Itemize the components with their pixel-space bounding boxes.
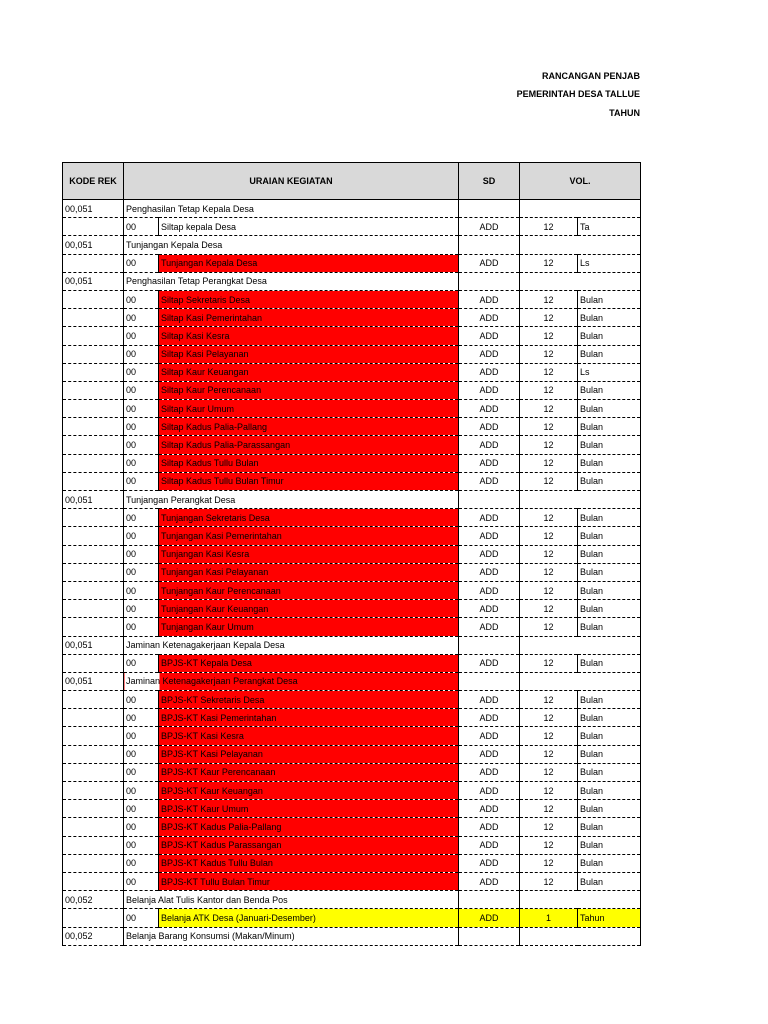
vol-unit-cell: Bulan bbox=[578, 800, 641, 818]
vol-number-cell: 12 bbox=[520, 309, 578, 327]
kode-rek-cell bbox=[63, 691, 124, 709]
vol-unit-cell: Bulan bbox=[578, 709, 641, 727]
section-row bbox=[63, 272, 641, 290]
table-header-row bbox=[63, 163, 641, 200]
kode-rek-cell bbox=[63, 472, 124, 490]
vol-number-cell: 12 bbox=[520, 709, 578, 727]
kode-rek-cell bbox=[63, 727, 124, 745]
kode-rek-cell bbox=[63, 290, 124, 308]
item-row bbox=[63, 345, 641, 363]
item-label-cell: BPJS-KT Kasi Pelayanan bbox=[159, 745, 459, 763]
item-row bbox=[63, 381, 641, 399]
vol-unit-cell: Bulan bbox=[578, 600, 641, 618]
vol-unit-cell: Bulan bbox=[578, 654, 641, 672]
item-row bbox=[63, 581, 641, 599]
sub-code-cell: 00 bbox=[124, 254, 159, 272]
kode-rek-cell bbox=[63, 782, 124, 800]
kode-rek-cell bbox=[63, 527, 124, 545]
item-row bbox=[63, 745, 641, 763]
item-label-cell: BPJS-KT Kaur Keuangan bbox=[159, 782, 459, 800]
vol-number-cell: 12 bbox=[520, 818, 578, 836]
sd-cell: ADD bbox=[459, 563, 520, 581]
item-label-cell: BPJS-KT Sekretaris Desa bbox=[159, 691, 459, 709]
item-label-cell: Siltap Kadus Palia-Pallang bbox=[159, 418, 459, 436]
section-label-cell bbox=[124, 236, 459, 254]
vol-unit-cell: Bulan bbox=[578, 381, 641, 399]
vol-number-cell: 12 bbox=[520, 654, 578, 672]
item-label-cell: BPJS-KT Kadus Palia-Pallang bbox=[159, 818, 459, 836]
vol-unit-cell: Bulan bbox=[578, 836, 641, 854]
vol-number-cell: 12 bbox=[520, 763, 578, 781]
sd-cell: ADD bbox=[459, 654, 520, 672]
section-label: Belanja Barang Konsumsi (Makan/Minum) bbox=[126, 931, 295, 942]
sub-code-cell: 00 bbox=[124, 854, 159, 872]
item-row bbox=[63, 872, 641, 890]
sub-code-cell: 00 bbox=[124, 527, 159, 545]
vol-unit-cell: Bulan bbox=[578, 327, 641, 345]
item-label-cell: Siltap Kasi Kesra bbox=[159, 327, 459, 345]
vol-number-cell: 12 bbox=[520, 345, 578, 363]
item-row bbox=[63, 763, 641, 781]
vol-number-cell: 12 bbox=[520, 327, 578, 345]
vol-unit-cell: Bulan bbox=[578, 309, 641, 327]
sub-code-cell: 00 bbox=[124, 381, 159, 399]
vol-number-cell: 12 bbox=[520, 854, 578, 872]
sd-cell bbox=[459, 272, 520, 290]
sub-code-cell: 00 bbox=[124, 909, 159, 927]
item-row bbox=[63, 254, 641, 272]
kode-rek-cell bbox=[63, 618, 124, 636]
sub-code-cell: 00 bbox=[124, 309, 159, 327]
item-row bbox=[63, 600, 641, 618]
vol-cell bbox=[520, 891, 641, 909]
item-row bbox=[63, 218, 641, 236]
sd-cell bbox=[459, 927, 520, 945]
vol-number-cell: 12 bbox=[520, 836, 578, 854]
sd-cell: ADD bbox=[459, 618, 520, 636]
sub-code-cell: 00 bbox=[124, 472, 159, 490]
kode-rek-cell bbox=[63, 327, 124, 345]
sd-cell: ADD bbox=[459, 691, 520, 709]
item-row bbox=[63, 545, 641, 563]
col-header-sd: SD bbox=[459, 163, 520, 200]
sub-code-cell: 00 bbox=[124, 600, 159, 618]
vol-cell bbox=[520, 491, 641, 509]
sd-cell bbox=[459, 636, 520, 654]
vol-unit-cell: Bulan bbox=[578, 509, 641, 527]
item-label-cell: Siltap Kasi Pelayanan bbox=[159, 345, 459, 363]
vol-number-cell: 12 bbox=[520, 363, 578, 381]
section-label: Jaminan Ketenagakerjaan Perangkat Desa bbox=[126, 676, 298, 687]
sub-code-cell: 00 bbox=[124, 563, 159, 581]
vol-number-cell: 1 bbox=[520, 909, 578, 927]
item-label-cell: BPJS-KT Kadus Tullu Bulan bbox=[159, 854, 459, 872]
sd-cell: ADD bbox=[459, 545, 520, 563]
kode-rek-cell bbox=[63, 400, 124, 418]
vol-number-cell: 12 bbox=[520, 745, 578, 763]
sub-code-cell: 00 bbox=[124, 691, 159, 709]
kode-rek-cell bbox=[63, 381, 124, 399]
item-row bbox=[63, 290, 641, 308]
kode-rek-cell bbox=[63, 509, 124, 527]
vol-unit-cell: Bulan bbox=[578, 854, 641, 872]
vol-number-cell: 12 bbox=[520, 254, 578, 272]
item-label-cell: Tunjangan Kasi Pelayanan bbox=[159, 563, 459, 581]
sd-cell: ADD bbox=[459, 290, 520, 308]
item-label-cell: Tunjangan Kepala Desa bbox=[159, 254, 459, 272]
vol-number-cell: 12 bbox=[520, 691, 578, 709]
vol-cell bbox=[520, 672, 641, 690]
section-label: Tunjangan Perangkat Desa bbox=[126, 494, 236, 505]
item-label-cell: Tunjangan Sekretaris Desa bbox=[159, 509, 459, 527]
kode-rek-cell bbox=[63, 363, 124, 381]
report-title: RANCANGAN PENJAB bbox=[541, 71, 640, 81]
section-label-cell bbox=[124, 491, 459, 509]
kode-rek-cell bbox=[63, 654, 124, 672]
kode-rek-cell: 00,051 bbox=[63, 491, 124, 509]
kode-rek-cell bbox=[63, 254, 124, 272]
item-row bbox=[63, 909, 641, 927]
item-label-cell: BPJS-KT Kaur Perencanaan bbox=[159, 763, 459, 781]
item-row bbox=[63, 309, 641, 327]
vol-unit-cell: Bulan bbox=[578, 454, 641, 472]
section-row bbox=[63, 672, 641, 690]
item-label-cell: Siltap Kaur Perencanaan bbox=[159, 381, 459, 399]
item-row bbox=[63, 691, 641, 709]
sd-cell: ADD bbox=[459, 745, 520, 763]
vol-number-cell: 12 bbox=[520, 782, 578, 800]
sd-cell bbox=[459, 891, 520, 909]
sd-cell: ADD bbox=[459, 345, 520, 363]
section-row bbox=[63, 927, 641, 945]
item-row bbox=[63, 854, 641, 872]
item-label-cell: Siltap Kaur Keuangan bbox=[159, 363, 459, 381]
vol-cell bbox=[520, 272, 641, 290]
sd-cell: ADD bbox=[459, 218, 520, 236]
section-label-cell bbox=[124, 927, 459, 945]
sub-code-cell: 00 bbox=[124, 363, 159, 381]
item-label-cell: Tunjangan Kasi Pemerintahan bbox=[159, 527, 459, 545]
item-label-cell: BPJS-KT Kasi Kesra bbox=[159, 727, 459, 745]
sub-code-cell: 00 bbox=[124, 327, 159, 345]
item-row bbox=[63, 400, 641, 418]
item-label-cell: Tunjangan Kasi Kesra bbox=[159, 545, 459, 563]
kode-rek-cell: 00,052 bbox=[63, 927, 124, 945]
section-label: Penghasilan Tetap Kepala Desa bbox=[126, 203, 254, 214]
kode-rek-cell: 00,051 bbox=[63, 272, 124, 290]
sd-cell: ADD bbox=[459, 327, 520, 345]
kode-rek-cell bbox=[63, 854, 124, 872]
sub-code-cell: 00 bbox=[124, 400, 159, 418]
section-label: Tunjangan Kepala Desa bbox=[126, 239, 223, 250]
vol-number-cell: 12 bbox=[520, 527, 578, 545]
kode-rek-cell bbox=[63, 709, 124, 727]
vol-cell bbox=[520, 927, 641, 945]
item-label-cell: Belanja ATK Desa (Januari-Desember) bbox=[159, 909, 459, 927]
item-row bbox=[63, 618, 641, 636]
kode-rek-cell bbox=[63, 818, 124, 836]
sub-code-cell: 00 bbox=[124, 654, 159, 672]
section-label-cell bbox=[124, 891, 459, 909]
item-label-cell: Siltap Kaur Umum bbox=[159, 400, 459, 418]
sd-cell: ADD bbox=[459, 763, 520, 781]
kode-rek-cell bbox=[63, 563, 124, 581]
kode-rek-cell bbox=[63, 309, 124, 327]
vol-number-cell: 12 bbox=[520, 381, 578, 399]
section-label: Penghasilan Tetap Perangkat Desa bbox=[126, 276, 267, 287]
item-row bbox=[63, 327, 641, 345]
vol-unit-cell: Bulan bbox=[578, 527, 641, 545]
sub-code-cell: 00 bbox=[124, 418, 159, 436]
vol-cell bbox=[520, 200, 641, 218]
section-row bbox=[63, 636, 641, 654]
vol-unit-cell: Bulan bbox=[578, 618, 641, 636]
sd-cell: ADD bbox=[459, 600, 520, 618]
item-label-cell: Siltap Kadus Tullu Bulan Timur bbox=[159, 472, 459, 490]
vol-unit-cell: Bulan bbox=[578, 345, 641, 363]
item-label-cell: Tunjangan Kaur Perencanaan bbox=[159, 581, 459, 599]
kode-rek-cell bbox=[63, 418, 124, 436]
vol-number-cell: 12 bbox=[520, 454, 578, 472]
sd-cell: ADD bbox=[459, 800, 520, 818]
vol-number-cell: 12 bbox=[520, 600, 578, 618]
item-row bbox=[63, 436, 641, 454]
sd-cell bbox=[459, 200, 520, 218]
vol-unit-cell: Bulan bbox=[578, 563, 641, 581]
report-year-label: TAHUN bbox=[609, 108, 640, 118]
vol-number-cell: 12 bbox=[520, 872, 578, 890]
section-label: Jaminan Ketenagakerjaan Kepala Desa bbox=[126, 640, 285, 651]
vol-unit-cell: Bulan bbox=[578, 763, 641, 781]
sd-cell bbox=[459, 672, 520, 690]
item-row bbox=[63, 800, 641, 818]
sd-cell: ADD bbox=[459, 418, 520, 436]
item-label-cell: Siltap kepala Desa bbox=[159, 218, 459, 236]
vol-unit-cell: Bulan bbox=[578, 418, 641, 436]
sd-cell: ADD bbox=[459, 854, 520, 872]
kode-rek-cell bbox=[63, 345, 124, 363]
sd-cell: ADD bbox=[459, 363, 520, 381]
section-row bbox=[63, 491, 641, 509]
section-row bbox=[63, 200, 641, 218]
sd-cell: ADD bbox=[459, 782, 520, 800]
kode-rek-cell bbox=[63, 436, 124, 454]
vol-unit-cell: Bulan bbox=[578, 581, 641, 599]
item-label-cell: BPJS-KT Kepala Desa bbox=[159, 654, 459, 672]
report-subtitle: PEMERINTAH DESA TALLUE bbox=[516, 89, 640, 99]
item-label-cell: BPJS-KT Kadus Parassangan bbox=[159, 836, 459, 854]
item-row bbox=[63, 563, 641, 581]
vol-cell bbox=[520, 236, 641, 254]
table-body bbox=[63, 200, 641, 946]
vol-number-cell: 12 bbox=[520, 563, 578, 581]
vol-unit-cell: Ls bbox=[578, 363, 641, 381]
sd-cell: ADD bbox=[459, 381, 520, 399]
item-label-cell: BPJS-KT Tullu Bulan Timur bbox=[159, 872, 459, 890]
sd-cell: ADD bbox=[459, 581, 520, 599]
sub-code-cell: 00 bbox=[124, 763, 159, 781]
sub-code-cell: 00 bbox=[124, 800, 159, 818]
section-label-cell bbox=[124, 272, 459, 290]
sub-code-cell: 00 bbox=[124, 454, 159, 472]
sub-code-cell: 00 bbox=[124, 727, 159, 745]
sub-code-cell: 00 bbox=[124, 709, 159, 727]
vol-unit-cell: Bulan bbox=[578, 727, 641, 745]
vol-unit-cell: Ls bbox=[578, 254, 641, 272]
vol-number-cell: 12 bbox=[520, 218, 578, 236]
section-label-cell bbox=[124, 200, 459, 218]
kode-rek-cell: 00,051 bbox=[63, 236, 124, 254]
vol-number-cell: 12 bbox=[520, 618, 578, 636]
vol-unit-cell: Ta bbox=[578, 218, 641, 236]
item-row bbox=[63, 836, 641, 854]
sd-cell: ADD bbox=[459, 454, 520, 472]
kode-rek-cell bbox=[63, 218, 124, 236]
sub-code-cell: 00 bbox=[124, 509, 159, 527]
kode-rek-cell bbox=[63, 454, 124, 472]
item-row bbox=[63, 509, 641, 527]
vol-cell bbox=[520, 636, 641, 654]
vol-number-cell: 12 bbox=[520, 418, 578, 436]
item-label-cell: BPJS-KT Kasi Pemerintahan bbox=[159, 709, 459, 727]
vol-number-cell: 12 bbox=[520, 290, 578, 308]
sd-cell: ADD bbox=[459, 872, 520, 890]
col-header-kode: KODE REK bbox=[63, 163, 124, 200]
sd-cell: ADD bbox=[459, 727, 520, 745]
item-row bbox=[63, 418, 641, 436]
kode-rek-cell bbox=[63, 763, 124, 781]
col-header-uraian: URAIAN KEGIATAN bbox=[124, 163, 459, 200]
sub-code-cell: 00 bbox=[124, 872, 159, 890]
sub-code-cell: 00 bbox=[124, 818, 159, 836]
item-label-cell: BPJS-KT Kaur Umum bbox=[159, 800, 459, 818]
col-header-vol: VOL. bbox=[520, 163, 641, 200]
kode-rek-cell: 00,051 bbox=[63, 200, 124, 218]
item-label-cell: Siltap Kadus Palia-Parassangan bbox=[159, 436, 459, 454]
kode-rek-cell bbox=[63, 909, 124, 927]
vol-unit-cell: Bulan bbox=[578, 782, 641, 800]
sub-code-cell: 00 bbox=[124, 836, 159, 854]
sd-cell: ADD bbox=[459, 818, 520, 836]
vol-unit-cell: Bulan bbox=[578, 400, 641, 418]
item-row bbox=[63, 818, 641, 836]
sd-cell: ADD bbox=[459, 436, 520, 454]
sd-cell: ADD bbox=[459, 254, 520, 272]
vol-unit-cell: Bulan bbox=[578, 691, 641, 709]
vol-number-cell: 12 bbox=[520, 800, 578, 818]
sd-cell bbox=[459, 491, 520, 509]
vol-unit-cell: Bulan bbox=[578, 545, 641, 563]
kode-rek-cell: 00,051 bbox=[63, 672, 124, 690]
kode-rek-cell: 00,051 bbox=[63, 636, 124, 654]
vol-number-cell: 12 bbox=[520, 436, 578, 454]
sub-code-cell: 00 bbox=[124, 218, 159, 236]
vol-unit-cell: Bulan bbox=[578, 436, 641, 454]
sd-cell: ADD bbox=[459, 909, 520, 927]
sd-cell: ADD bbox=[459, 709, 520, 727]
item-row bbox=[63, 654, 641, 672]
vol-unit-cell: Bulan bbox=[578, 745, 641, 763]
vol-unit-cell: Bulan bbox=[578, 472, 641, 490]
budget-table bbox=[62, 162, 641, 946]
sub-code-cell: 00 bbox=[124, 436, 159, 454]
vol-number-cell: 12 bbox=[520, 727, 578, 745]
item-label-cell: Siltap Kasi Pemerintahan bbox=[159, 309, 459, 327]
item-row bbox=[63, 782, 641, 800]
kode-rek-cell bbox=[63, 545, 124, 563]
vol-unit-cell: Tahun bbox=[578, 909, 641, 927]
vol-number-cell: 12 bbox=[520, 400, 578, 418]
kode-rek-cell bbox=[63, 800, 124, 818]
section-label-cell bbox=[124, 636, 459, 654]
kode-rek-cell bbox=[63, 872, 124, 890]
vol-unit-cell: Bulan bbox=[578, 290, 641, 308]
section-label-cell bbox=[124, 672, 459, 690]
kode-rek-cell bbox=[63, 600, 124, 618]
vol-number-cell: 12 bbox=[520, 545, 578, 563]
item-label-cell: Siltap Kadus Tullu Bulan bbox=[159, 454, 459, 472]
sd-cell: ADD bbox=[459, 472, 520, 490]
vol-unit-cell: Bulan bbox=[578, 818, 641, 836]
item-row bbox=[63, 454, 641, 472]
sd-cell: ADD bbox=[459, 509, 520, 527]
sub-code-cell: 00 bbox=[124, 581, 159, 599]
vol-unit-cell: Bulan bbox=[578, 872, 641, 890]
kode-rek-cell bbox=[63, 745, 124, 763]
vol-number-cell: 12 bbox=[520, 509, 578, 527]
sub-code-cell: 00 bbox=[124, 618, 159, 636]
sub-code-cell: 00 bbox=[124, 545, 159, 563]
sd-cell: ADD bbox=[459, 309, 520, 327]
item-row bbox=[63, 363, 641, 381]
sd-cell: ADD bbox=[459, 527, 520, 545]
sd-cell: ADD bbox=[459, 836, 520, 854]
section-row bbox=[63, 236, 641, 254]
item-row bbox=[63, 527, 641, 545]
kode-rek-cell bbox=[63, 581, 124, 599]
item-label-cell: Tunjangan Kaur Keuangan bbox=[159, 600, 459, 618]
vol-number-cell: 12 bbox=[520, 581, 578, 599]
sub-code-cell: 00 bbox=[124, 745, 159, 763]
section-label: Belanja Alat Tulis Kantor dan Benda Pos bbox=[126, 894, 288, 905]
kode-rek-cell bbox=[63, 836, 124, 854]
sub-code-cell: 00 bbox=[124, 290, 159, 308]
item-row bbox=[63, 709, 641, 727]
sub-code-cell: 00 bbox=[124, 782, 159, 800]
kode-rek-cell: 00,052 bbox=[63, 891, 124, 909]
sd-cell: ADD bbox=[459, 400, 520, 418]
item-label-cell: Tunjangan Kaur Umum bbox=[159, 618, 459, 636]
item-row bbox=[63, 472, 641, 490]
vol-number-cell: 12 bbox=[520, 472, 578, 490]
sd-cell bbox=[459, 236, 520, 254]
section-row bbox=[63, 891, 641, 909]
sub-code-cell: 00 bbox=[124, 345, 159, 363]
item-label-cell: Siltap Sekretaris Desa bbox=[159, 290, 459, 308]
item-row bbox=[63, 727, 641, 745]
